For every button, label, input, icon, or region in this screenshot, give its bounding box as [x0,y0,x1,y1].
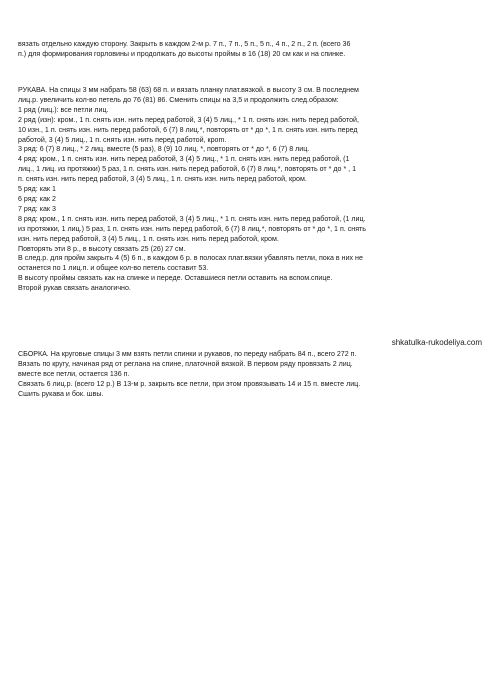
intro-paragraph [18,40,480,60]
text-line: останется по 1 лиц.п. и общее кол-во петель составит 53. [18,264,209,273]
text-line: изн. нить перед работой, 3 (4) 5 лиц., 1 п. снять изн. нить перед работой, кром. [18,234,279,243]
text-line: 7 ряд: как 3 [18,204,56,213]
text-line: Повторять эти 8 р., в высоту связать 25 (26) 27 см. [18,244,186,253]
text-line: В высоту проймы связать как на спинке и переде. Оставшиеся петли оставить на вспом.спице. [18,274,333,283]
text-line: 10 изн., 1 п. снять изн. нить перед работой, 6 (7) 8 лиц.*, повторять от * до *, 1 п. снять изн. нить перед [18,125,358,134]
text-line: Связать 6 лиц.р. (всего 12 р.) В 13-м р. закрыть все петли, при этом провязывать 14 и 15 п. вместе лиц. [18,379,361,388]
text-line: 6 ряд: как 2 [18,194,56,203]
text-line: из протяжки, 1 лиц.) 5 раз, 1 п. снять изн. нить перед работой, 6 (7) 8 лиц.*, повторять от * до *, 1 п. снять [18,224,366,233]
text-line: Второй рукав связать аналогично. [18,284,131,293]
text-line: лиц.р. увеличить кол-во петель до 76 (81) 86. Сменить спицы на 3,5 и продолжить след.образом: [18,95,339,104]
text-line: 3 ряд: 6 (7) 8 лиц., * 2 лиц. вместе (5 раз), 8 (9) 10 лиц. *, повторять от * до *, 6 (7) 8 лиц. [18,145,310,154]
sleeves-section [18,86,480,294]
text-line: вместе все петли, остается 136 п. [18,369,130,378]
text-line: п. снять изн. нить перед работой, 3 (4) 5 лиц., 1 п. снять изн. нить перед работой, кром. [18,175,307,184]
text-line: 1 ряд (лиц.): все петли лиц. [18,105,109,114]
text-line: работой, 3 (4) 5 лиц., 1 п. снять изн. нить перед работой, крom. [18,135,227,144]
text-line: вязать отдельно каждую сторону. Закрыть в каждом 2-м р. 7 п., 7 п., 5 п., 5 п., 4 п., 2 п., 2 п. (всего 36 [18,40,351,48]
site-watermark: shkatulka-rukodeliya.com [391,338,482,347]
text-line: 5 ряд: как 1 [18,185,56,194]
text-line: СБОРКА. На круговые спицы 3 мм взять петли спинки и рукавов, по переду набрать 84 п., всего 272 п. [18,350,357,358]
text-line: 2 ряд (изн): кром., 1 п. снять изн. нить перед работой, 3 (4) 5 лиц., * 1 п. снять изн. нить перед работой, [18,115,359,124]
text-line: лиц., 1 лиц. из протяжки) 5 раз, 1 п. снять изн. нить перед работой, 6 (7) 8 лиц.*, повторять от * до * , 1 [18,165,357,174]
assembly-section [18,350,480,400]
text-line: РУКАВА. На спицы 3 мм набрать 58 (63) 68 п. и вязать планку плат.вязкой. в высоту 3 см. В последнем [18,86,359,94]
text-line: Вязать по кругу, начиная ряд от реглана на спине, платочной вязкой. В первом ряду провязать 2 лиц. [18,359,353,368]
text-line: 4 ряд: кром., 1 п. снять изн. нить перед работой, 3 (4) 5 лиц., * 1 п. снять изн. нить перед работой, (1 [18,155,350,164]
text-line: Сшить рукава и бок. швы. [18,389,104,398]
text-line: В след.р. для пройм закрыть 4 (5) 6 п., в каждом 6 р. в полосах плат.вязки убавлять петли, пока в них не [18,254,363,263]
text-line: п.) для формирования горловины и продолжать до высоты проймы в 16 (18) 20 см как и на спинке. [18,49,346,58]
text-line: 8 ряд: кром., 1 п. снять изн. нить перед работой, 3 (4) 5 лиц., * 1 п. снять изн. нить перед работой, (1 лиц. [18,214,366,223]
